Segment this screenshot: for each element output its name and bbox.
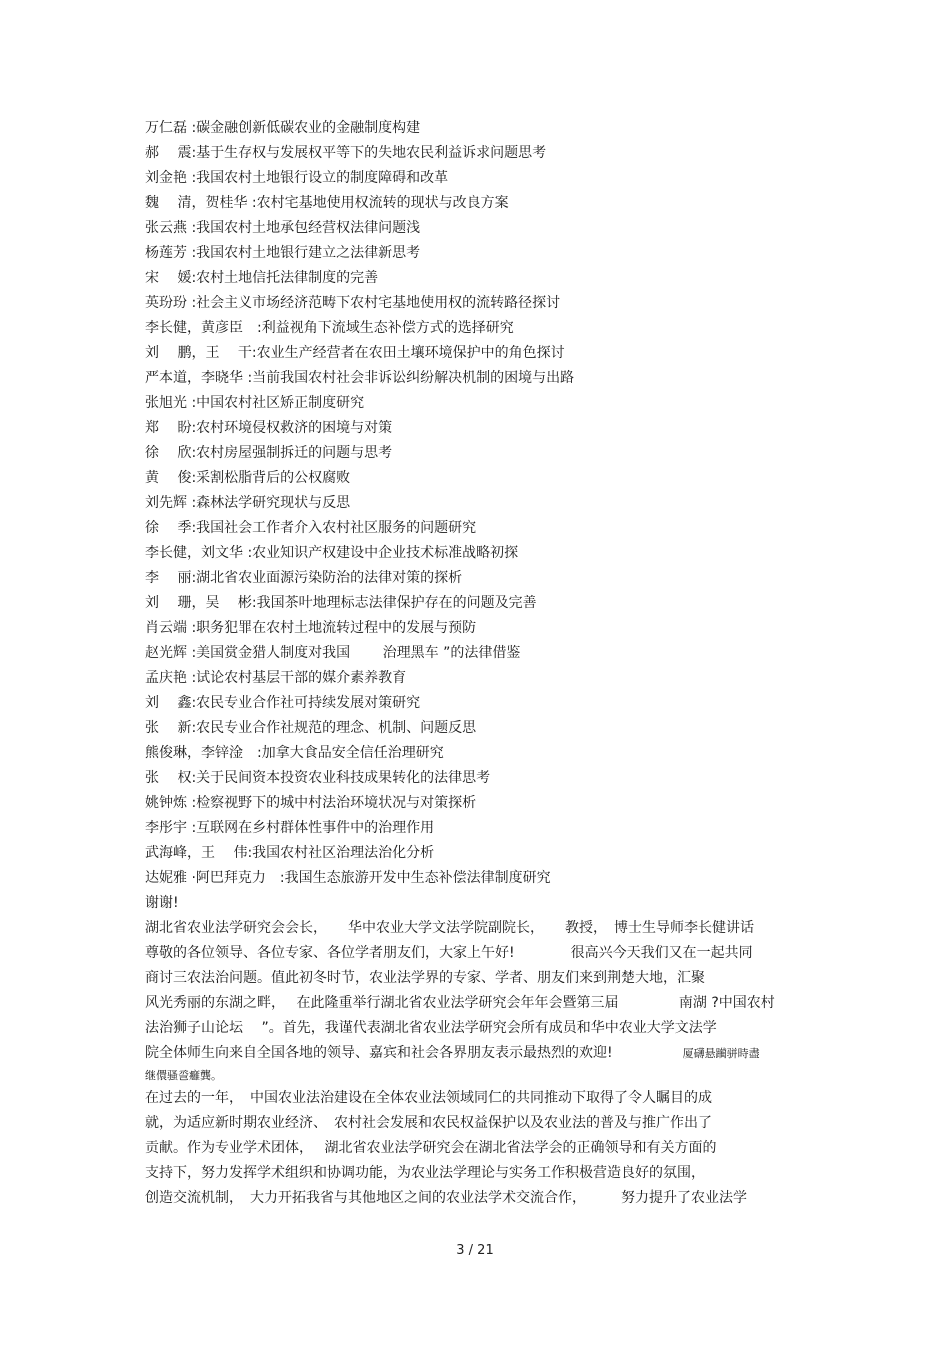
speech-text-line: 尊敬的各位领导、各位专家、各位学者朋友们，大家上午好! 很高兴今天我们又在一起共同 (145, 945, 753, 961)
paper-entry: 武海峰，王 伟:我国农村社区治理法治化分析 (145, 845, 435, 861)
paper-entry: 郝 震:基于生存权与发展权平等下的失地农民利益诉求问题思考 (145, 145, 547, 161)
page-number: 3 / 21 (456, 1243, 494, 1258)
paragraph-line: 支持下，努力发挥学术组织和协调功能，为农业法学理论与实务工作积极营造良好的氛围， (145, 1165, 705, 1181)
page-content (145, 116, 835, 1211)
speech-text-line: 法治狮子山论坛 ”。首先，我谨代表湖北省农业法学研究会所有成员和华中农业大学文法学 (145, 1020, 717, 1036)
paragraph-line: 创造交流机制， 大力开拓我省与其他地区之间的农业法学术交流合作， 努力提升了农业法学 (145, 1190, 747, 1206)
paper-entry: 张旭光 :中国农村社区矫正制度研究 (145, 395, 365, 411)
paper-entry: 姚钟炼 :检察视野下的城中村法治环境状况与对策探析 (145, 795, 477, 811)
speech-text-line: 风光秀丽的东湖之畔， 在此隆重举行湖北省农业法学研究会年年会暨第三届 南湖 ?中国农村 (145, 995, 775, 1011)
paper-entry: 郑 盼:农村环境侵权救济的困境与对策 (145, 420, 393, 436)
speech-title-line: 湖北省农业法学研究会会长， 华中农业大学文法学院副院长， 教授， 博士生导师李长健讲话 (145, 920, 754, 936)
paragraph-line: 就，为适应新时期农业经济、 农村社会发展和农民权益保护以及农业法的普及与推广作出了 (145, 1115, 712, 1131)
paper-entry: 严本道，李晓华 :当前我国农村社会非诉讼纠纷解决机制的困境与出路 (145, 370, 575, 386)
paper-entry: 李长健，黄彦臣 :利益视角下流域生态补偿方式的选择研究 (145, 320, 514, 336)
paper-entry: 徐 季:我国社会工作者介入农村社区服务的问题研究 (145, 520, 477, 536)
paragraph-line: 在过去的一年， 中国农业法治建设在全体农业法领域同仁的共同推动下取得了令人瞩目的成 (145, 1090, 712, 1106)
paragraph-line: 贡献。作为专业学术团体， 湖北省农业法学研究会在湖北省法学会的正确领导和有关方面的 (145, 1140, 717, 1156)
speech-text-line: 商讨三农法治问题。值此初冬时节，农业法学界的专家、学者、朋友们来到荆楚大地，汇聚 (145, 970, 705, 986)
paper-entry: 达妮雅 ·阿巴拜克力 :我国生态旅游开发中生态补偿法律制度研究 (145, 870, 551, 886)
paper-entry: 张云燕 :我国农村土地承包经营权法律问题浅 (145, 220, 421, 236)
paper-entry-list (145, 116, 835, 891)
paper-entry: 刘先辉 :森林法学研究现状与反思 (145, 495, 351, 511)
paper-entry: 黄 俊:采割松脂背后的公权腐败 (145, 470, 351, 486)
paper-entry: 徐 欣:农村房屋强制拆迁的问题与思考 (145, 445, 393, 461)
paper-entry: 张 新:农民专业合作社规范的理念、机制、问题反思 (145, 720, 477, 736)
paper-entry: 肖云端 :职务犯罪在农村土地流转过程中的发展与预防 (145, 620, 477, 636)
paper-entry: 李 丽:湖北省农业面源污染防治的法律对策的探析 (145, 570, 463, 586)
paper-entry: 孟庆艳 :试论农村基层干部的媒介素养教育 (145, 670, 407, 686)
paper-entry: 李长健，刘文华 :农业知识产权建设中企业技术标准战略初探 (145, 545, 519, 561)
paper-entry: 刘 鑫:农民专业合作社可持续发展对策研究 (145, 695, 421, 711)
paper-entry: 刘金艳 :我国农村土地银行设立的制度障碍和改革 (145, 170, 449, 186)
thanks-line: 谢谢! (145, 895, 179, 911)
paper-entry: 杨莲芳 :我国农村土地银行建立之法律新思考 (145, 245, 421, 261)
paper-entry: 刘 鹏，王 干:农业生产经营者在农田土壤环境保护中的角色探讨 (145, 345, 565, 361)
paper-entry: 魏 清，贺桂华 :农村宅基地使用权流转的现状与改良方案 (145, 195, 509, 211)
paper-entry: 李彤宇 :互联网在乡村群体性事件中的治理作用 (145, 820, 435, 836)
garbled-text: 厦礴悬躏骈時盡 (682, 1047, 760, 1060)
paper-entry: 赵光辉 :美国赏金猎人制度对我国 治理黑车 ”的法律借鉴 (145, 645, 521, 661)
speech-text-segment: 院全体师生向来自全国各地的领导、嘉宾和社会各界朋友表示最热烈的欢迎! (145, 1045, 683, 1061)
paper-entry: 张 权:关于民间资本投资农业科技成果转化的法律思考 (145, 770, 491, 786)
paper-entry: 熊俊琳，李锌淦 :加拿大食品安全信任治理研究 (145, 745, 444, 761)
paper-entry: 英玢玢 :社会主义市场经济范畴下农村宅基地使用权的流转路径探讨 (145, 295, 561, 311)
paper-entry: 刘 珊，吴 彬:我国茶叶地理标志法律保护存在的问题及完善 (145, 595, 537, 611)
speech-text-line (145, 1041, 835, 1066)
garbled-text-line: 继儇骚巹癰龔。 (145, 1069, 222, 1082)
paper-entry: 万仁磊 :碳金融创新低碳农业的金融制度构建 (145, 120, 421, 136)
paper-entry: 宋 媛:农村土地信托法律制度的完善 (145, 270, 379, 286)
